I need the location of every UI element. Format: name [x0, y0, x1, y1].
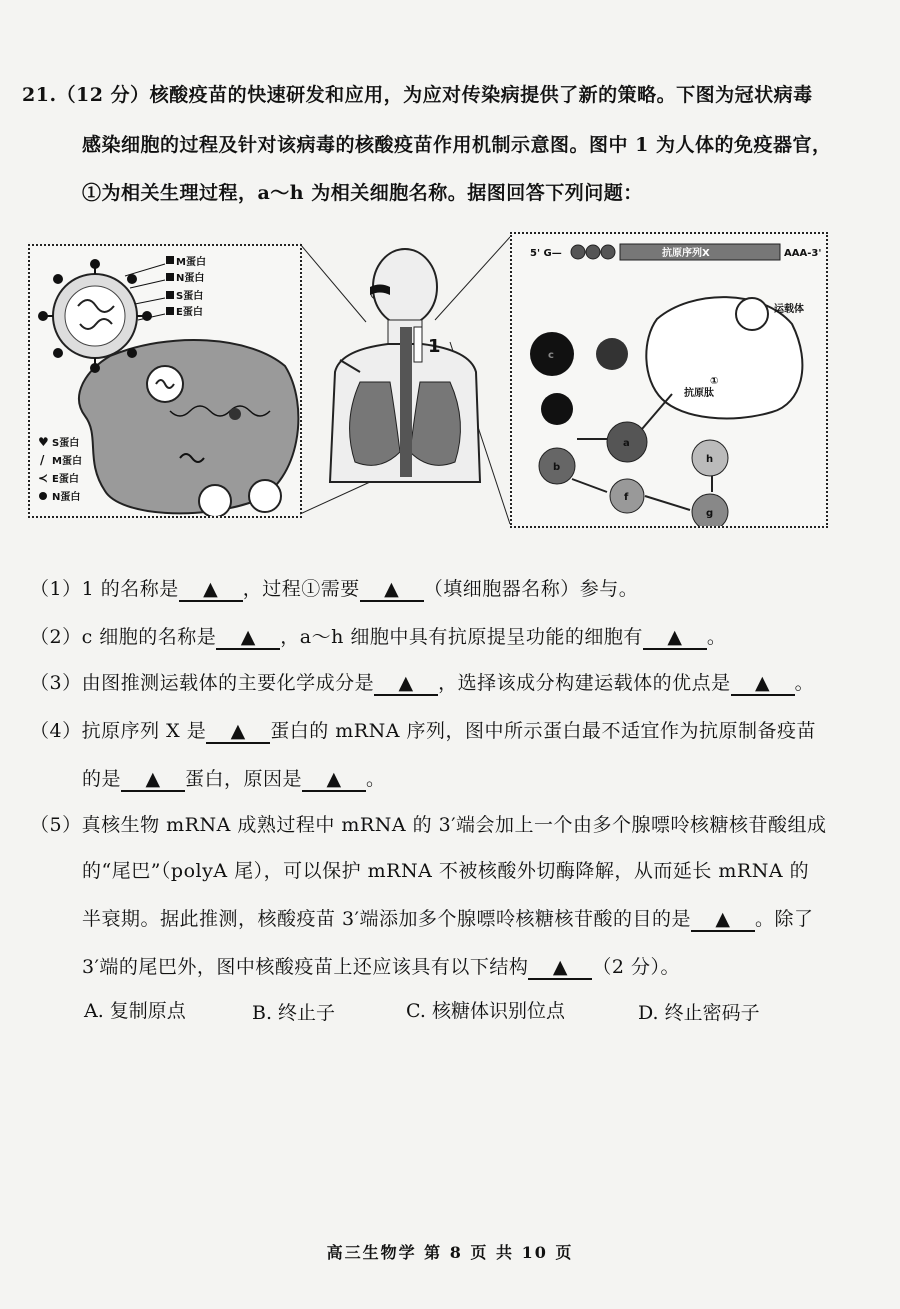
q4-answer-blank-2[interactable]: ▲: [121, 769, 185, 792]
question-stem-line-2: 感染细胞的过程及针对该病毒的核酸疫苗作用机制示意图。图中 1 为人体的免疫器官，: [82, 134, 832, 156]
figure: [28, 232, 826, 528]
q2-answer-blank-1[interactable]: ▲: [216, 627, 280, 650]
question-1: [30, 574, 638, 602]
mrna-3-end: AAA-3': [784, 248, 822, 259]
option-b[interactable]: B. 终止子: [252, 1002, 336, 1024]
legend-m-protein: M蛋白: [52, 456, 82, 467]
cell-b-label: b: [553, 462, 561, 473]
q4-answer-blank-1[interactable]: ▲: [206, 721, 270, 744]
q5-answer-blank-1[interactable]: ▲: [691, 909, 755, 932]
carrier-label: 运载体: [774, 304, 804, 315]
antigen-sequence-label: 抗原序列X: [662, 248, 710, 259]
q2-text-b: ，a～h 细胞中具有抗原提呈功能的细胞有: [280, 626, 643, 648]
q5-text-d: 。除了: [754, 908, 814, 930]
cell-f-label: f: [624, 492, 629, 503]
q2-text-a: （2）c 细胞的名称是: [30, 626, 217, 648]
label-s-protein: S蛋白: [176, 291, 204, 302]
vaccine-mechanism-diagram: [512, 234, 826, 526]
q2-text-c: 。: [706, 626, 727, 648]
legend: [38, 435, 82, 503]
q3-text-a: （3）由图推测运载体的主要化学成分是: [30, 672, 375, 694]
q3-text-c: 。: [794, 672, 815, 694]
q4-text-b: 蛋白的 mRNA 序列，图中所示蛋白最不适宜作为抗原制备疫苗: [270, 720, 816, 742]
q4-text-a: （4）抗原序列 X 是: [30, 720, 207, 742]
question-5-line-3: [82, 904, 813, 932]
q4-text-d: 蛋白，原因是: [185, 768, 303, 790]
svg-text:≺: ≺: [38, 471, 49, 485]
q1-answer-blank-2[interactable]: ▲: [360, 579, 424, 602]
q3-text-b: ，选择该成分构建运载体的优点是: [438, 672, 731, 694]
question-4-line-2: [82, 764, 386, 792]
virus-infection-diagram: [30, 246, 300, 516]
question-5-line-1: （5）真核生物 mRNA 成熟过程中 mRNA 的 3′端会加上一个由多个腺嘌呤核糖核苷酸组成: [30, 814, 827, 836]
cell-g-label: g: [706, 508, 714, 519]
vaccine-mechanism-panel: [510, 232, 828, 528]
question-stem-line-3: ①为相关生理过程，a～h 为相关细胞名称。据图回答下列问题：: [82, 182, 643, 204]
q3-answer-blank-2[interactable]: ▲: [731, 673, 795, 696]
process-1-label: ①: [710, 376, 719, 387]
new-virion-2: [249, 480, 281, 512]
q1-text-b: ，过程①需要: [242, 578, 360, 600]
q1-text-a: （1）1 的名称是: [30, 578, 179, 600]
cell-a-label: a: [623, 438, 630, 449]
carrier-vesicle: [736, 298, 768, 330]
question-4-line-1: [30, 716, 816, 744]
svg-text:♥: ♥: [38, 435, 49, 449]
question-5-line-2: 的“尾巴”（polyA 尾），可以保护 mRNA 不被核酸外切酶降解，从而延长 mRNA 的: [82, 860, 810, 882]
option-d[interactable]: D. 终止密码子: [638, 1002, 760, 1024]
q4-text-e: 。: [366, 768, 386, 790]
label-n-protein: N蛋白: [176, 273, 205, 284]
question-5-line-4: [82, 952, 680, 980]
legend-e-protein: E蛋白: [52, 474, 79, 485]
svg-text:/: /: [40, 453, 45, 467]
mrna-5-end: 5' G—: [530, 248, 562, 259]
cell-c-label: c: [548, 350, 554, 361]
cell-h-label: h: [706, 454, 714, 465]
q4-text-c: 的是: [82, 768, 122, 790]
legend-s-protein: S蛋白: [52, 438, 80, 449]
q4-answer-blank-3[interactable]: ▲: [302, 769, 366, 792]
question-3: [30, 668, 814, 696]
host-cell-vaccinated: [646, 297, 802, 418]
q3-answer-blank-1[interactable]: ▲: [374, 673, 438, 696]
cell-killed: [596, 338, 628, 370]
q5-text-c: 半衰期。据此推测，核酸疫苗 3′端添加多个腺嘌呤核糖核苷酸的目的是: [82, 908, 691, 930]
q1-text-c: （填细胞器名称）参与。: [423, 578, 639, 600]
virus-infection-panel: [28, 244, 302, 518]
new-virion-1: [199, 485, 231, 516]
virus-particle: [38, 259, 152, 373]
human-body-diagram: [300, 232, 510, 528]
question-2: [30, 622, 726, 650]
legend-n-protein: N蛋白: [52, 492, 81, 503]
human-body-panel: [300, 232, 510, 528]
label-m-protein: M蛋白: [176, 257, 206, 268]
q5-text-e: 3′端的尾巴外，图中核酸疫苗上还应该具有以下结构: [82, 956, 529, 978]
q2-answer-blank-2[interactable]: ▲: [643, 627, 707, 650]
q5-answer-blank-2[interactable]: ▲: [528, 957, 592, 980]
cell-effector: [541, 393, 573, 425]
label-e-protein: E蛋白: [176, 307, 203, 318]
organ-number-1: 1: [428, 336, 441, 357]
antigen-peptide-label: 抗原肽: [684, 388, 714, 399]
q5-text-f: （2 分）。: [592, 956, 681, 978]
option-a[interactable]: A. 复制原点: [84, 1000, 186, 1022]
option-c[interactable]: C. 核糖体识别位点: [406, 1000, 565, 1022]
question-stem-line-1: 21.（12 分）核酸疫苗的快速研发和应用，为应对传染病提供了新的策略。下图为冠状病毒: [22, 84, 813, 106]
page-footer: 高三生物学 第 8 页 共 10 页: [326, 1243, 574, 1262]
q1-answer-blank-1[interactable]: ▲: [179, 579, 243, 602]
